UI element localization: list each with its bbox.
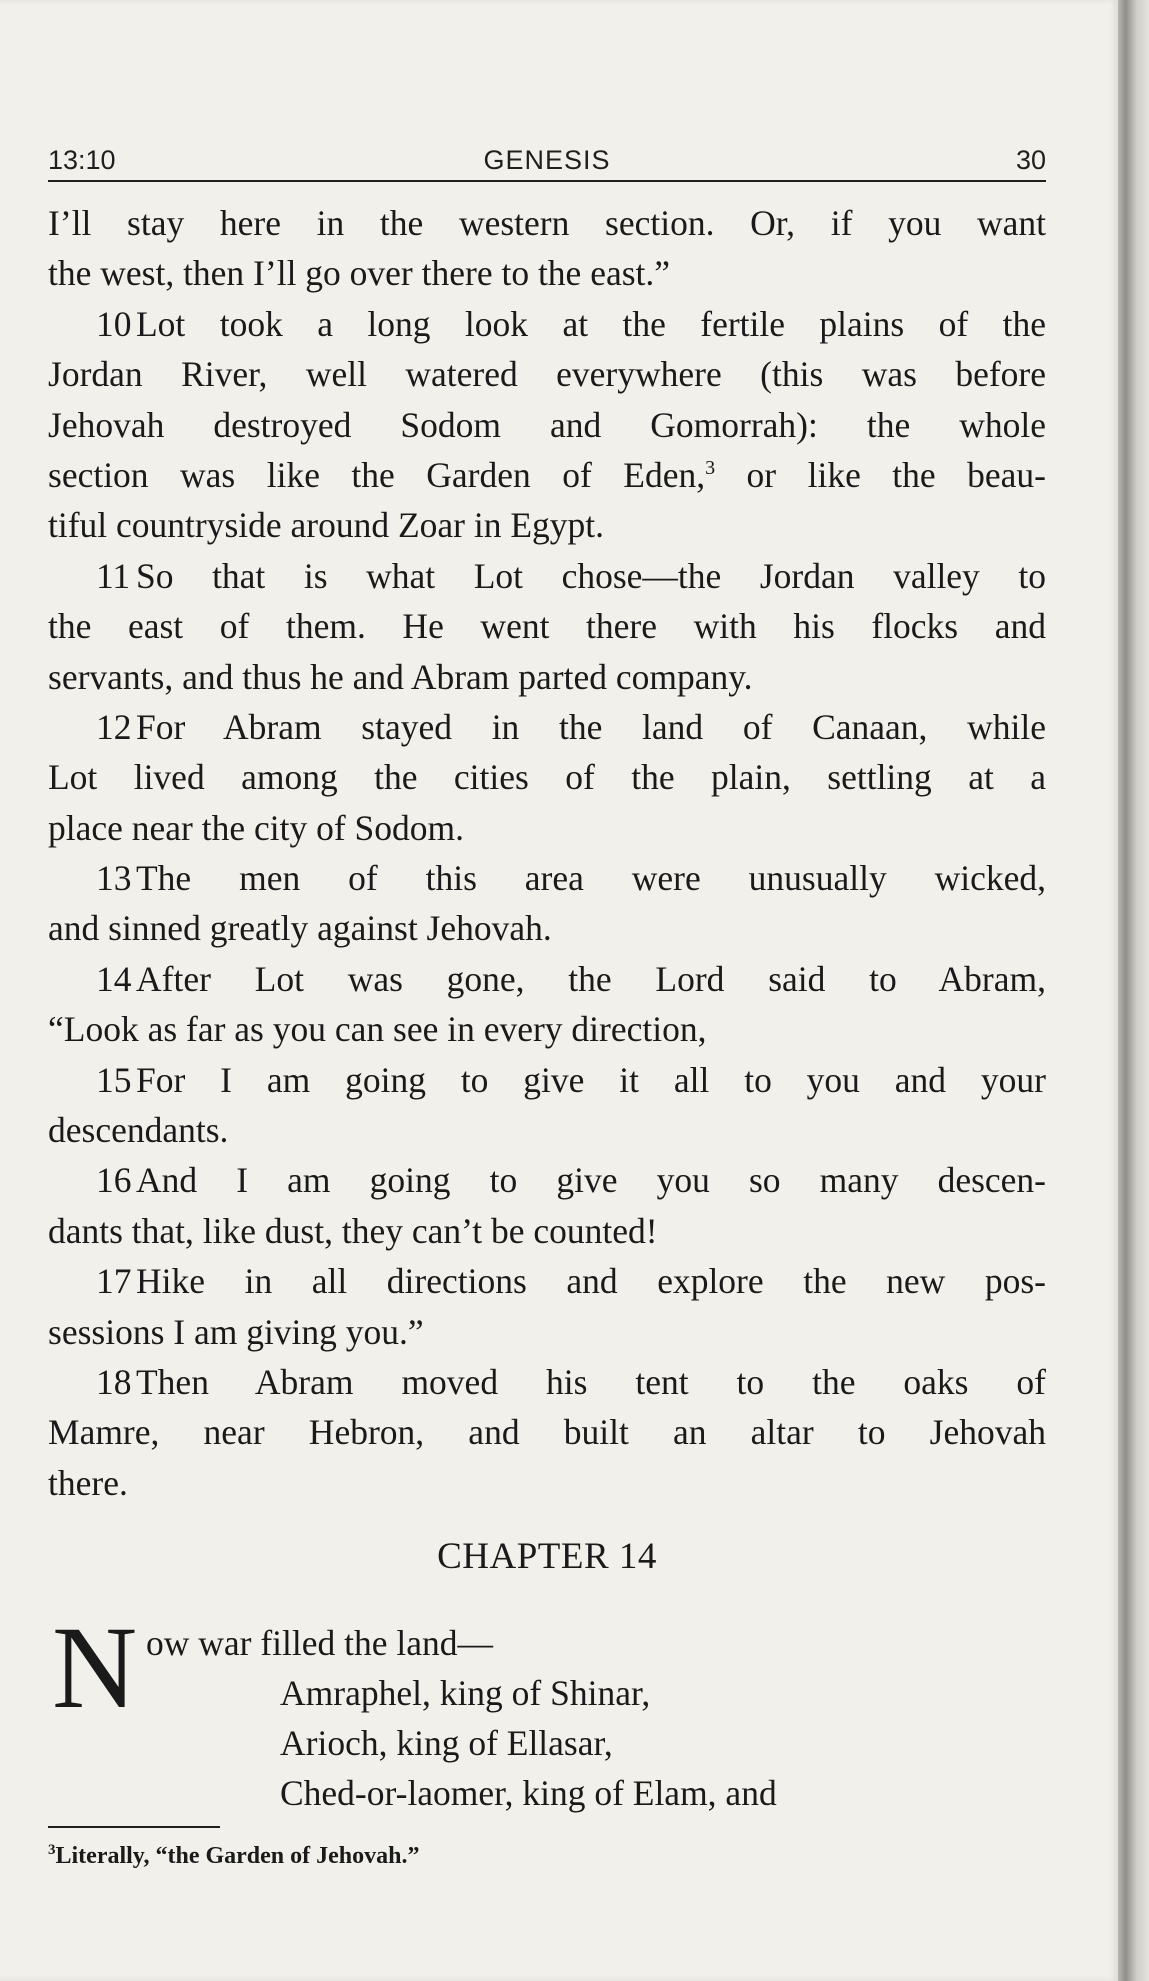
text-line: So that is what Lot chose—the Jordan valley to xyxy=(136,555,1046,596)
verse-number: 12 xyxy=(96,706,132,747)
text-line: After Lot was gone, the Lord said to Abram, xyxy=(136,958,1046,999)
text-line-with-footnote xyxy=(48,450,1046,500)
text-line: The men of this area were unusually wicked, xyxy=(136,858,1046,899)
poem-line: Amraphel, king of Shinar, xyxy=(280,1673,651,1713)
text-line: For I am going to give it all to you and your xyxy=(136,1059,1046,1100)
text-line: the east of them. He went there with his flocks and xyxy=(48,606,1046,647)
text-line: I’ll stay here in the western section. Or, if you want xyxy=(48,203,1046,243)
header-book-title: GENESIS xyxy=(483,145,611,175)
verse-number: 14 xyxy=(96,958,132,999)
footnote xyxy=(48,1843,419,1870)
footnote-divider xyxy=(48,1826,220,1828)
poem-line: Ched-or-laomer, king of Elam, and xyxy=(280,1773,777,1813)
verse-number: 16 xyxy=(96,1160,132,1201)
footnote-marker: 3 xyxy=(48,1842,56,1858)
running-header xyxy=(48,136,1046,182)
text-line: Mamre, near Hebron, and built an altar to Jehovah xyxy=(48,1412,1046,1453)
verse-number: 17 xyxy=(96,1261,132,1302)
text-line: and sinned greatly against Jehovah. xyxy=(48,908,552,949)
text-line: For Abram stayed in the land of Canaan, while xyxy=(136,706,1046,747)
text-line: Then Abram moved his tent to the oaks of xyxy=(136,1361,1046,1402)
footnote-reference: 3 xyxy=(705,457,716,480)
text-line: “Look as far as you can see in every direction, xyxy=(48,1009,707,1050)
chapter-heading: CHAPTER 14 xyxy=(437,1536,657,1577)
text-line: servants, and thus he and Abram parted company. xyxy=(48,656,753,697)
verse-15 xyxy=(48,1055,1046,1105)
text-line: Hike in all directions and explore the new pos- xyxy=(136,1261,1046,1302)
opening-line: ow war filled the land— xyxy=(146,1623,494,1663)
verse-number: 13 xyxy=(96,858,132,899)
verse-18 xyxy=(48,1357,1046,1407)
text-line: Lot took a long look at the fertile plains of the xyxy=(136,303,1046,344)
page-edge xyxy=(1118,0,1149,1981)
verse-17 xyxy=(48,1256,1046,1306)
header-page-number: 30 xyxy=(1015,145,1046,175)
text-line: dants that, like dust, they can’t be counted! xyxy=(48,1210,658,1251)
text-line: Jordan River, well watered everywhere (this was before xyxy=(48,354,1046,395)
text-line: sessions I am giving you.” xyxy=(48,1311,424,1352)
drop-cap: N xyxy=(52,1602,138,1733)
verse-13 xyxy=(48,853,1046,903)
verse-10 xyxy=(48,299,1046,349)
verse-number: 15 xyxy=(96,1059,132,1100)
verse-16 xyxy=(48,1155,1046,1205)
poem-line: Arioch, king of Ellasar, xyxy=(280,1723,613,1763)
verse-11 xyxy=(48,551,1046,601)
text-line: And I am going to give you so many descen- xyxy=(136,1160,1046,1201)
text-segment: or like the beau- xyxy=(715,454,1046,495)
verse-number: 10 xyxy=(96,303,132,344)
verse-12 xyxy=(48,702,1046,752)
footnote-text: Literally, “the Garden of Jehovah.” xyxy=(55,1843,420,1869)
text-line: the west, then I’ll go over there to the east.” xyxy=(48,253,671,294)
text-line: there. xyxy=(48,1462,128,1503)
text-line: Jehovah destroyed Sodom and Gomorrah): the whole xyxy=(48,404,1046,445)
text-line: descendants. xyxy=(48,1110,229,1151)
text-segment: section was like the Garden of Eden, xyxy=(48,454,706,495)
verse-number: 11 xyxy=(96,555,131,596)
text-line: place near the city of Sodom. xyxy=(48,807,464,848)
verse-number: 18 xyxy=(96,1361,132,1402)
text-line: tiful countryside around Zoar in Egypt. xyxy=(48,505,605,546)
text-line: Lot lived among the cities of the plain, settling at a xyxy=(48,757,1046,798)
verse-14 xyxy=(48,954,1046,1004)
header-reference: 13:10 xyxy=(48,145,116,175)
body-text xyxy=(48,198,1046,1508)
